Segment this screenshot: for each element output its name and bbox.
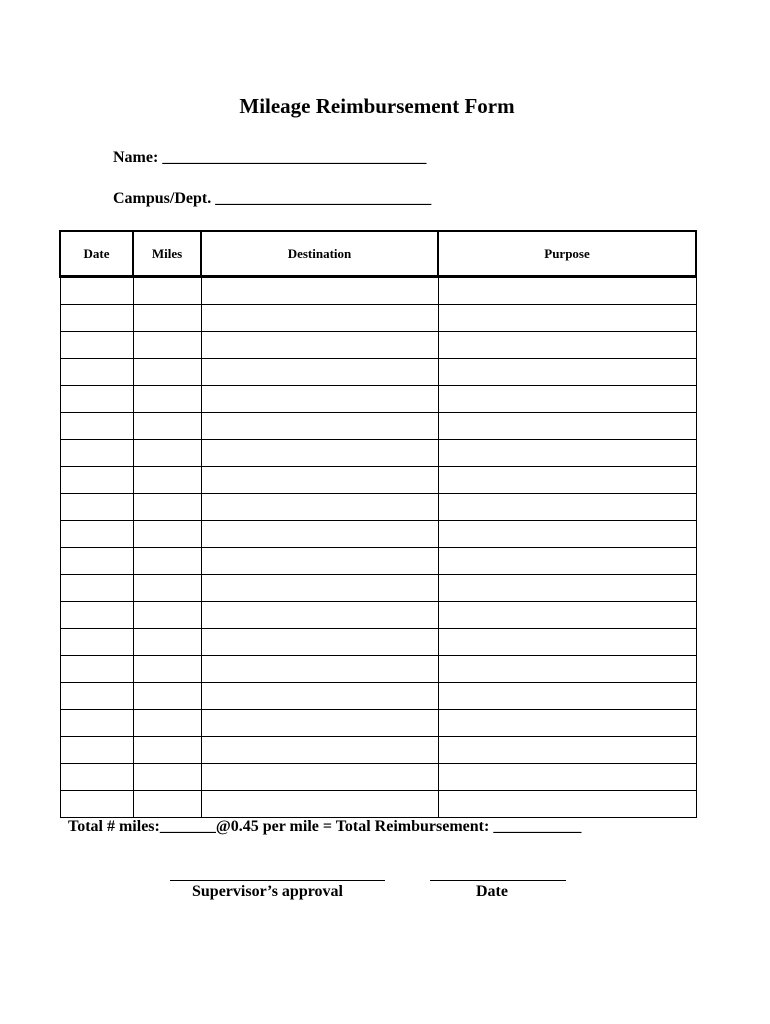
name-field[interactable] (113, 149, 426, 167)
header-destination: Destination (201, 231, 438, 277)
destination-cell[interactable] (201, 710, 438, 737)
date-cell[interactable] (60, 737, 133, 764)
header-purpose: Purpose (438, 231, 696, 277)
purpose-cell[interactable] (438, 305, 696, 332)
miles-cell[interactable] (133, 791, 201, 818)
miles-cell[interactable] (133, 764, 201, 791)
purpose-cell[interactable] (438, 440, 696, 467)
destination-cell[interactable] (201, 575, 438, 602)
purpose-cell[interactable] (438, 332, 696, 359)
table-row (60, 440, 696, 467)
destination-cell[interactable] (201, 764, 438, 791)
table-row (60, 683, 696, 710)
date-cell[interactable] (60, 332, 133, 359)
table-row (60, 629, 696, 656)
header-miles: Miles (133, 231, 201, 277)
date-cell[interactable] (60, 710, 133, 737)
purpose-cell[interactable] (438, 277, 696, 305)
mileage-log-table (59, 230, 697, 818)
form-title: Mileage Reimbursement Form (239, 94, 515, 118)
miles-cell[interactable] (133, 359, 201, 386)
destination-cell[interactable] (201, 494, 438, 521)
destination-cell[interactable] (201, 629, 438, 656)
total-reimbursement-line[interactable]: Total # miles:_______@0.45 per mile = Total Reimbursement: ___________ (68, 818, 582, 835)
table-row (60, 359, 696, 386)
destination-cell[interactable] (201, 548, 438, 575)
miles-cell[interactable] (133, 277, 201, 305)
table-row (60, 764, 696, 791)
date-cell[interactable] (60, 575, 133, 602)
date-cell[interactable] (60, 494, 133, 521)
table-row (60, 575, 696, 602)
date-cell[interactable] (60, 791, 133, 818)
purpose-cell[interactable] (438, 683, 696, 710)
date-cell[interactable] (60, 277, 133, 305)
supervisor-signature-line[interactable] (170, 880, 385, 881)
miles-cell[interactable] (133, 494, 201, 521)
date-cell[interactable] (60, 521, 133, 548)
name-label: Name: (113, 149, 159, 166)
purpose-cell[interactable] (438, 764, 696, 791)
date-cell[interactable] (60, 386, 133, 413)
table-row (60, 548, 696, 575)
destination-cell[interactable] (201, 440, 438, 467)
table-row (60, 332, 696, 359)
destination-cell[interactable] (201, 467, 438, 494)
miles-cell[interactable] (133, 737, 201, 764)
destination-cell[interactable] (201, 683, 438, 710)
miles-cell[interactable] (133, 521, 201, 548)
table-row (60, 521, 696, 548)
purpose-cell[interactable] (438, 629, 696, 656)
table-row (60, 413, 696, 440)
table-row (60, 791, 696, 818)
campus-dept-blank[interactable]: ___________________________ (215, 190, 432, 207)
purpose-cell[interactable] (438, 494, 696, 521)
date-cell[interactable] (60, 413, 133, 440)
miles-cell[interactable] (133, 602, 201, 629)
purpose-cell[interactable] (438, 521, 696, 548)
date-cell[interactable] (60, 467, 133, 494)
purpose-cell[interactable] (438, 359, 696, 386)
destination-cell[interactable] (201, 277, 438, 305)
date-signature-line[interactable] (430, 880, 566, 881)
table-row (60, 386, 696, 413)
destination-cell[interactable] (201, 521, 438, 548)
header-date: Date (60, 231, 133, 277)
date-cell[interactable] (60, 764, 133, 791)
destination-cell[interactable] (201, 656, 438, 683)
campus-dept-label: Campus/Dept. (113, 190, 212, 207)
miles-cell[interactable] (133, 440, 201, 467)
table-row (60, 710, 696, 737)
supervisor-approval-label: Supervisor’s approval (192, 883, 343, 900)
table-row (60, 467, 696, 494)
miles-cell[interactable] (133, 305, 201, 332)
purpose-cell[interactable] (438, 791, 696, 818)
mileage-log-body (60, 277, 696, 818)
destination-cell[interactable] (201, 305, 438, 332)
destination-cell[interactable] (201, 332, 438, 359)
name-blank[interactable]: _________________________________ (162, 149, 427, 166)
miles-cell[interactable] (133, 332, 201, 359)
purpose-cell[interactable] (438, 602, 696, 629)
miles-cell[interactable] (133, 386, 201, 413)
table-row (60, 494, 696, 521)
table-row (60, 656, 696, 683)
purpose-cell[interactable] (438, 656, 696, 683)
miles-cell[interactable] (133, 710, 201, 737)
date-cell[interactable] (60, 656, 133, 683)
purpose-cell[interactable] (438, 386, 696, 413)
miles-cell[interactable] (133, 548, 201, 575)
table-row (60, 305, 696, 332)
date-cell[interactable] (60, 683, 133, 710)
destination-cell[interactable] (201, 737, 438, 764)
date-label: Date (476, 883, 508, 900)
date-cell[interactable] (60, 359, 133, 386)
table-header-row (60, 231, 696, 277)
destination-cell[interactable] (201, 791, 438, 818)
purpose-cell[interactable] (438, 467, 696, 494)
destination-cell[interactable] (201, 386, 438, 413)
miles-cell[interactable] (133, 629, 201, 656)
purpose-cell[interactable] (438, 710, 696, 737)
table-row (60, 737, 696, 764)
purpose-cell[interactable] (438, 548, 696, 575)
date-cell[interactable] (60, 602, 133, 629)
miles-cell[interactable] (133, 656, 201, 683)
date-cell[interactable] (60, 548, 133, 575)
table-row (60, 277, 696, 305)
miles-cell[interactable] (133, 683, 201, 710)
purpose-cell[interactable] (438, 737, 696, 764)
table-row (60, 602, 696, 629)
date-cell[interactable] (60, 629, 133, 656)
miles-cell[interactable] (133, 467, 201, 494)
destination-cell[interactable] (201, 359, 438, 386)
destination-cell[interactable] (201, 602, 438, 629)
date-cell[interactable] (60, 305, 133, 332)
date-cell[interactable] (60, 440, 133, 467)
campus-dept-field[interactable] (113, 190, 431, 208)
miles-cell[interactable] (133, 413, 201, 440)
miles-cell[interactable] (133, 575, 201, 602)
destination-cell[interactable] (201, 413, 438, 440)
purpose-cell[interactable] (438, 413, 696, 440)
purpose-cell[interactable] (438, 575, 696, 602)
